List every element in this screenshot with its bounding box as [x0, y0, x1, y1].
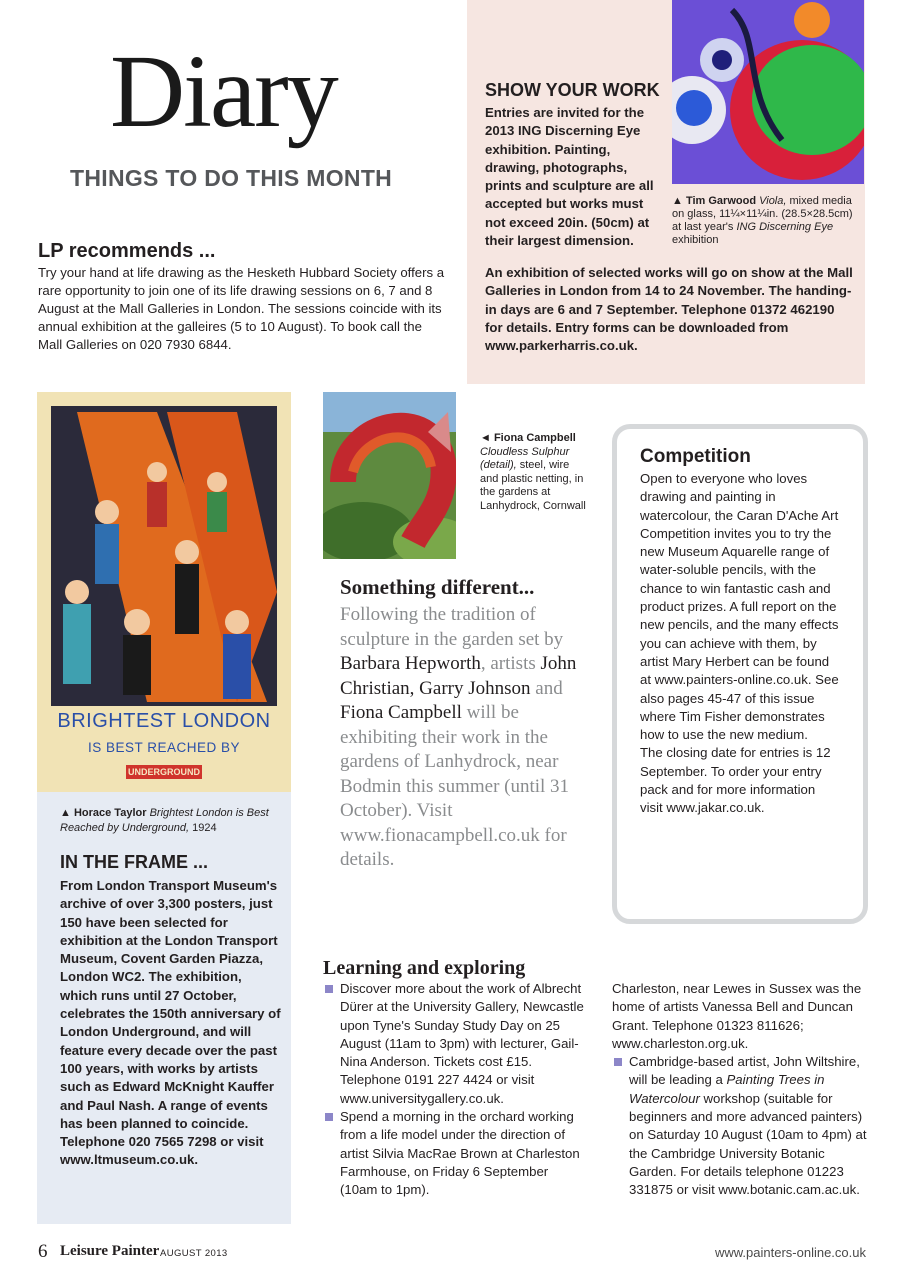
competition-heading: Competition: [640, 446, 751, 467]
list-item: [323, 1108, 588, 1199]
sculpture-caption: ◄ Fiona Campbell Cloudless Sulphur (detail), steel, wire and plastic netting, in the gardens at Lanhydrock, Cornwall: [480, 432, 586, 512]
show-your-work-text: Entries are invited for the 2013 ING Discerning Eye exhibition. Painting, drawing, photographs, prints and sculpture are all accepted but works must not exceed 20in. (50cm) at their largest dimension.: [485, 105, 654, 249]
poster-caption: ▲ Horace Taylor Brightest London is Best Reached by Underground, 1924: [60, 807, 269, 834]
learning-item-wiltshire: Cambridge-based artist, John Wiltshire, will be leading a: [629, 1054, 860, 1088]
in-the-frame-body: From London Transport Museum's archive of over 3,300 posters, just 150 have been selected for exhibition at the London Transport Museum, Covent Garden Piazza, London WC2. The exhibition, which runs until 27 October, celebrates the 150th anniversary of London Underground, and will feature every decade over the past 100 years, with works by artists such as Edward McKnight Kauffer and Paul Nash. A range of events has been planned to coincide. Telephone 020 7565 7298 or visit www.ltmuseum.co.uk.: [60, 878, 281, 1168]
issue-date: AUGUST 2013: [160, 1248, 228, 1259]
lp-recommends-body: Try your hand at life drawing as the Hesketh Hubbard Society offers a rare opportunity to join one of its life drawing sessions on 6, 7 and 8 August at the Mall Galleries in London. The sessions coincide with its annual exhibition at the galleires (5 to 10 August). To book call the Mall Galleries on 020 7930 6844.: [38, 265, 445, 352]
learning-item-durer: Discover more about the work of Albrecht Dürer at the University Gallery, Newcastle upon Tyne's Sunday Study Day on 25 August (11am to 3pm) with lecturer, Gail-Nina Anderson. Tickets cost £15. Telephone 0191 227 4424 or visit www.universitygallery.co.uk.: [340, 981, 584, 1106]
sd-artist-campbell: Fiona Campbell: [340, 702, 462, 723]
poster-subline: IS BEST REACHED BY: [87, 740, 241, 755]
viola-painting-image: [672, 0, 864, 184]
learning-item-wiltshire-details: workshop (suitable for beginners and more advanced painters) on Saturday 10 August (10am to 4pm) at the Cambridge University Botanic Garden. For details telephone 01223 331875 or visit www.botanic.cam.ac.uk.: [629, 1090, 867, 1198]
sculpture-caption-artist: Fiona Campbell: [493, 432, 576, 444]
list-item: [612, 1053, 872, 1199]
show-your-work-heading: SHOW YOUR WORK: [485, 80, 660, 100]
show-your-work-body: [485, 104, 665, 250]
page-subtitle: THINGS TO DO THIS MONTH: [70, 165, 393, 191]
page-title: Diary: [110, 34, 337, 149]
list-item: [323, 980, 588, 1108]
sculpture-image: [323, 392, 456, 559]
something-different-heading: Something different...: [340, 575, 535, 599]
caption-end: exhibition: [672, 234, 719, 246]
learning-item-orchard: Spend a morning in the orchard working from a life model under the direction of artist Silvia MacRae Brown at Charleston Farmhouse, on Friday 6 September (10am to 1pm).: [340, 1109, 580, 1198]
workshop-title: Painting Trees in Watercolour: [629, 1072, 825, 1106]
something-different-body: [340, 603, 600, 873]
caption-artist: Tim Garwood: [685, 195, 757, 207]
sd-text-1: Following the tradition of sculpture in the garden set by: [340, 604, 564, 650]
competition-text: Open to everyone who loves drawing and painting in watercolour, the Caran D'Ache Art Competition invites you to try the new Museum Aquarelle range of water-soluble pencils, with the chance to win fantastic cash and product prizes. A full report on the new pencils, and the many effects you can achieve with them, by artist Mary Herbert can be found at www.painters-online.co.uk. See also pages 45-47 of this issue where Tim Fisher demonstrates how to use the new medium.: [640, 471, 839, 743]
learning-heading: Learning and exploring: [323, 957, 526, 979]
sd-text-4: will be exhibiting their work in the gardens of Lanhydrock, near Bodmin this summer (until 31 October). Visit www.fionacampbell.co.uk for details.: [340, 702, 570, 870]
competition-closing: The closing date for entries is 12 September. To order your entry pack and for more information visit www.jakar.co.uk.: [640, 745, 831, 816]
bullet-square-icon: [614, 1058, 622, 1066]
bullet-square-icon: [325, 985, 333, 993]
poster-headline: BRIGHTEST LONDON: [57, 710, 271, 732]
magazine-name: Leisure Painter: [60, 1243, 160, 1259]
lp-recommends-heading: LP recommends ...: [38, 240, 216, 262]
learning-column-1: [323, 980, 588, 1200]
page-number: 6: [38, 1241, 48, 1262]
learning-item-orchard-continued: Charleston, near Lewes in Sussex was the home of artists Vanessa Bell and Duncan Grant. Telephone 01323 811626; www.charleston.org.uk.: [612, 981, 862, 1051]
show-your-work-body-2: An exhibition of selected works will go on show at the Mall Galleries in London from 14 to 24 November. The handing-in days are 6 and 7 September. Telephone 01372 462190 for details. Entry forms can be downloaded from www.parkerharris.co.uk.: [485, 265, 853, 354]
viola-painting-illustration: [672, 0, 864, 184]
sculpture-illustration: [323, 392, 456, 559]
poster-caption-title: Brightest London is Best Reached by Underground,: [60, 807, 269, 834]
learning-column-2: [612, 980, 872, 1200]
caption-exhibition: ING Discerning Eye: [736, 221, 834, 233]
caption-details: mixed media on glass, 11¼×11¼in. (28.5×28.5cm) at last year's: [672, 195, 853, 233]
competition-body: [640, 470, 840, 818]
footer-website: www.painters-online.co.uk: [714, 1245, 866, 1260]
sd-artists: John Christian, Garry Johnson: [340, 653, 577, 699]
sd-artist-hepworth: Barbara Hepworth: [340, 653, 481, 674]
viola-caption: ▲ Tim Garwood Viola, mixed media on glass, 11¼×11¼in. (28.5×28.5cm) at last year's ING Discerning Eye exhibition: [672, 195, 853, 246]
sculpture-caption-title: Cloudless Sulphur (detail),: [480, 445, 570, 471]
in-the-frame-heading: IN THE FRAME ...: [60, 852, 208, 872]
caption-title: Viola,: [759, 195, 787, 207]
poster-caption-artist: Horace Taylor: [73, 807, 147, 819]
sculpture-caption-details: steel, wire and plastic netting, in the gardens at Lanhydrock, Cornwall: [480, 459, 586, 512]
sd-text-2: , artists: [480, 653, 541, 674]
sd-text-3: and: [530, 677, 563, 699]
underground-badge: UNDERGROUND: [128, 767, 200, 777]
poster-caption-year: 1924: [192, 822, 217, 834]
bullet-square-icon: [325, 1113, 333, 1121]
